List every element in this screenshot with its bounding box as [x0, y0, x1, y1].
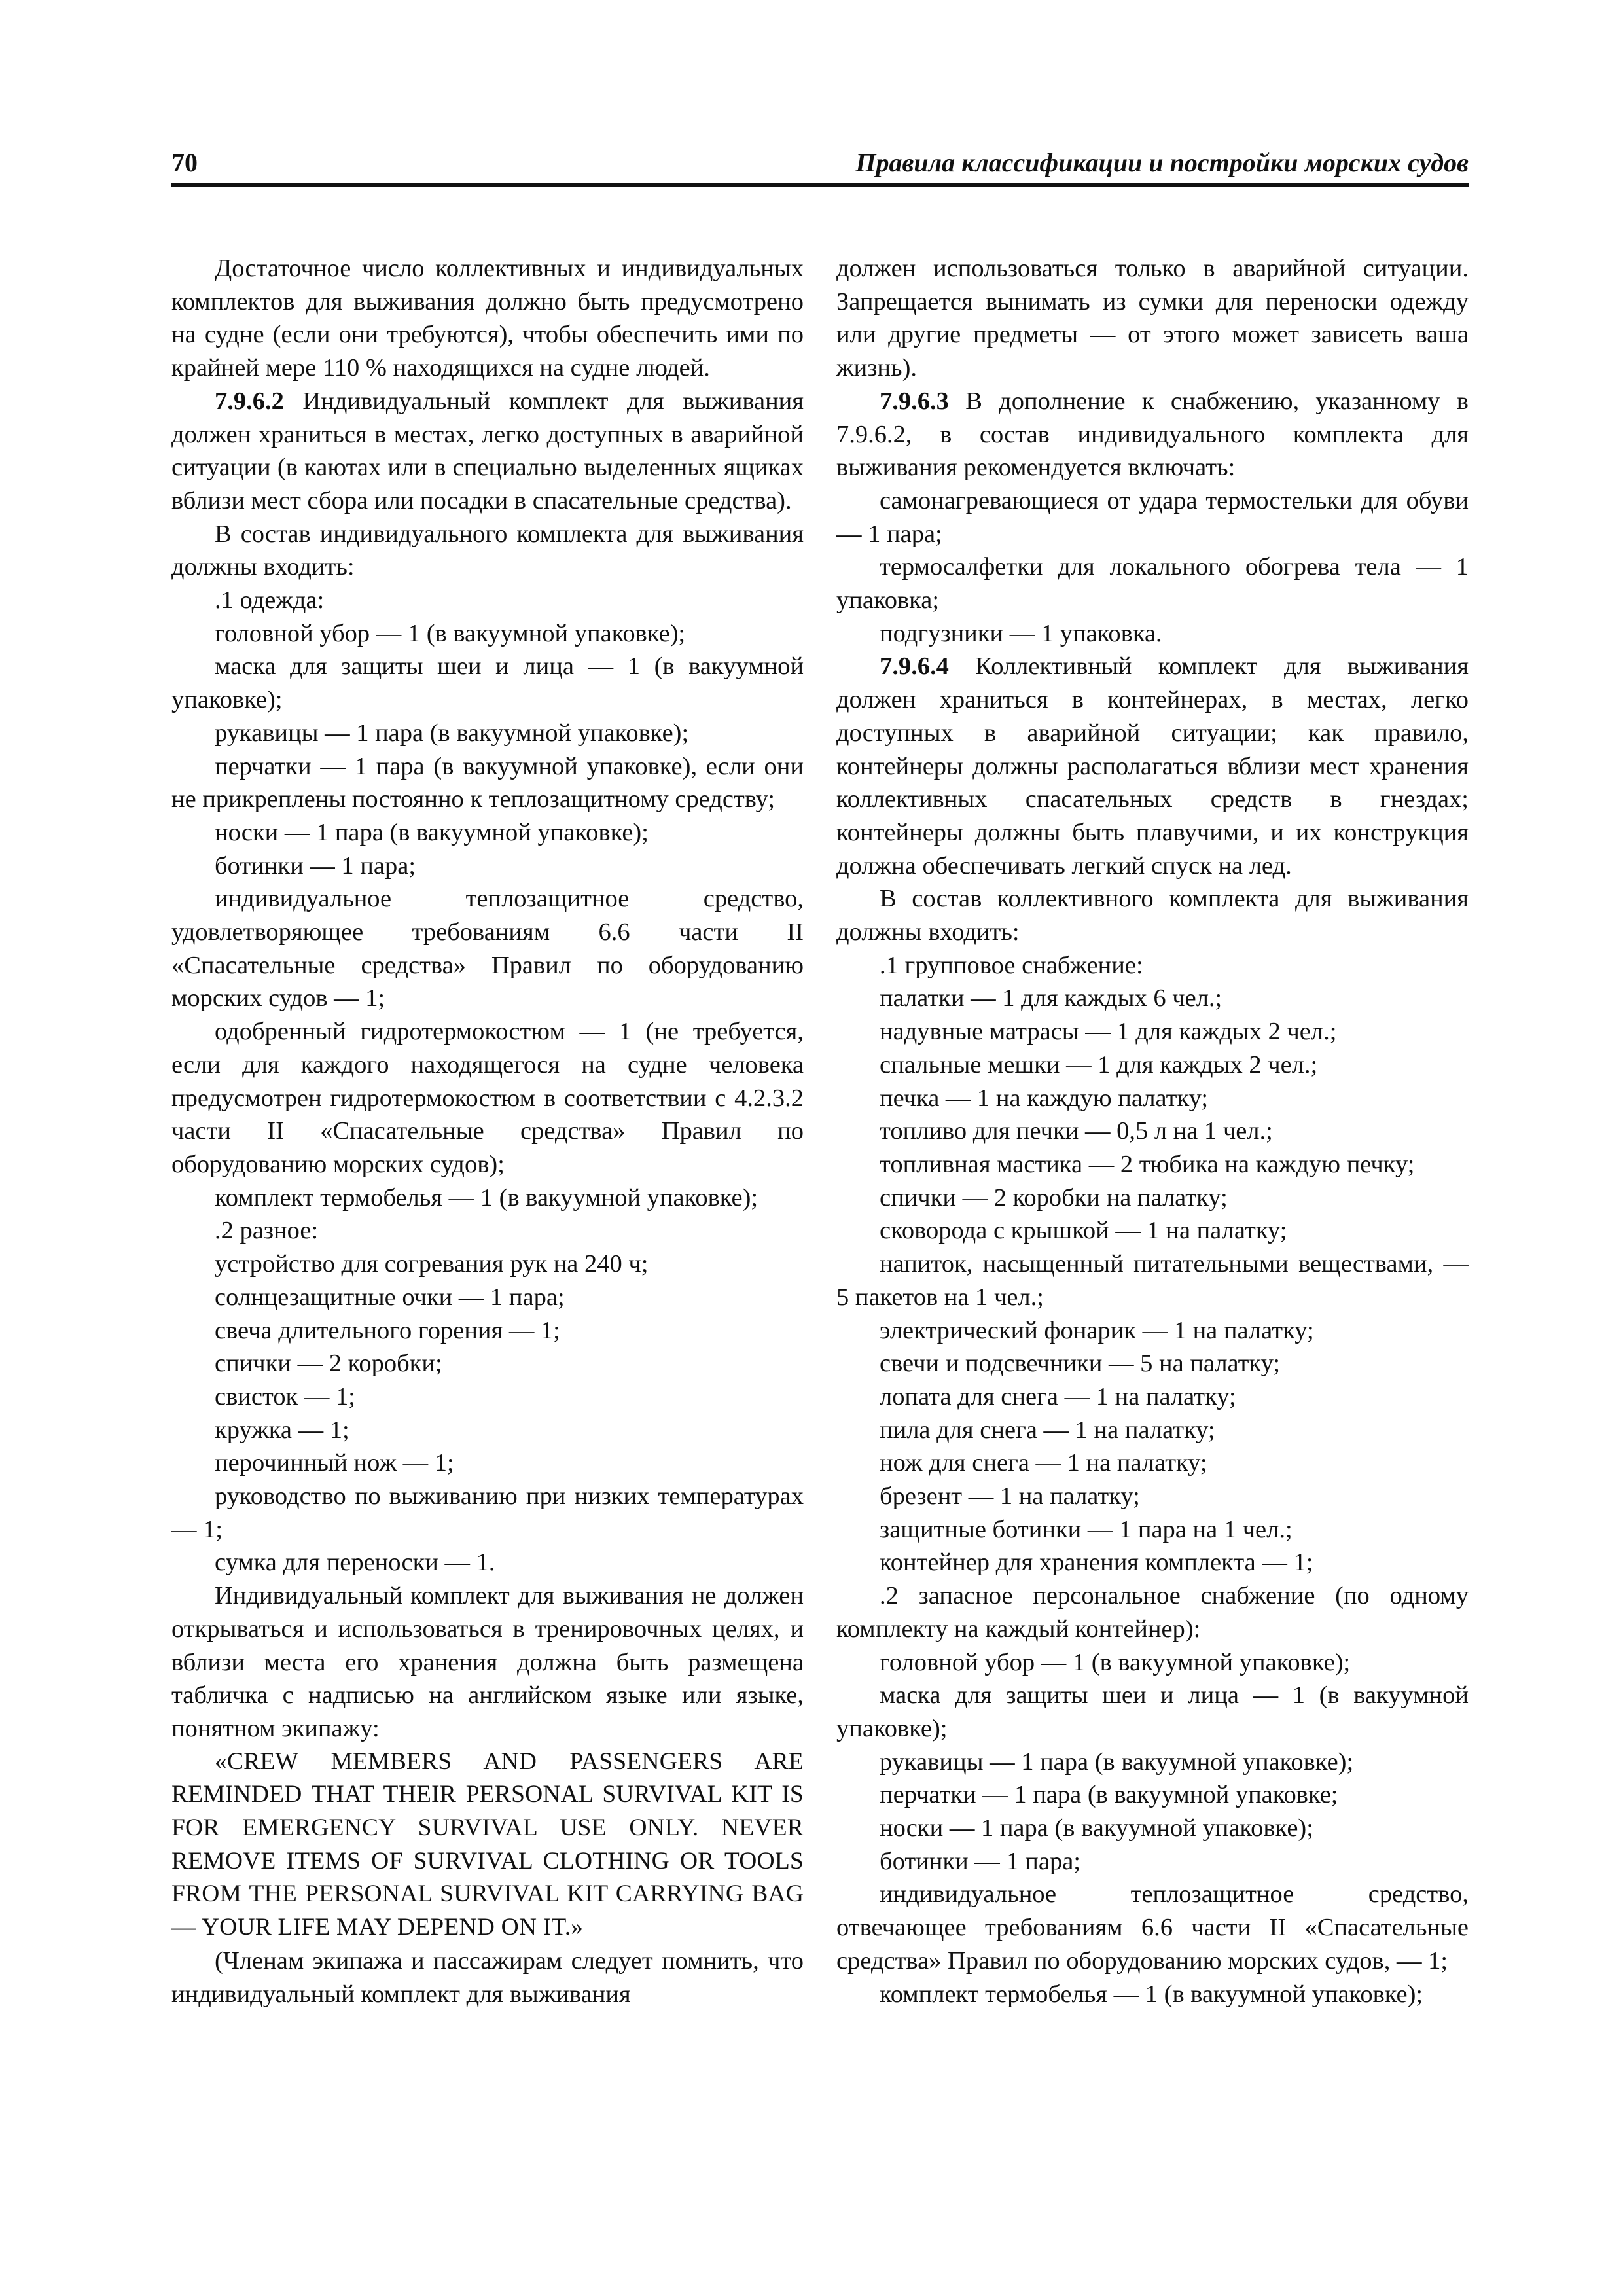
list-item: устройство для согревания рук на 240 ч;: [215, 1250, 649, 1278]
list-item: электрический фонарик — 1 на палатку;: [880, 1316, 1314, 1344]
list-item: носки — 1 пара (в вакуумной упаковке);: [215, 818, 649, 846]
list-item: спички — 2 коробки;: [215, 1350, 442, 1378]
list-item: кружка — 1;: [215, 1416, 349, 1444]
list-item: самонагревающиеся от удара термостельки для обуви — 1 пара;: [836, 486, 1469, 548]
header-rule: [171, 183, 1469, 187]
paragraph-7-9-6-3: 7.9.6.3 В дополнение к снабжению, указанному в 7.9.6.2, в состав индивидуального комплекта для выживания рекомендуется включать:: [836, 387, 1469, 482]
list-item: свисток — 1;: [215, 1382, 355, 1410]
list-item: одобренный гидротермокостюм — 1 (не требуется, если для каждого находящегося на судне человека предусмотрен гидротермокостюм в соответствии с 4.2.3.2 части II «Спасательные средства» Правил по оборудованию морских судов);: [171, 1018, 804, 1178]
clause-number: 7.9.6.3: [880, 387, 949, 415]
list-item: топливо для печки — 0,5 л на 1 чел.;: [880, 1117, 1273, 1145]
list-item: индивидуальное теплозащитное средство, удовлетворяющее требованиям 6.6 части II «Спасательные средства» Правил по оборудованию морских судов — 1;: [171, 885, 804, 1013]
list-item: маска для защиты шеи и лица — 1 (в вакуумной упаковке);: [836, 1681, 1469, 1742]
list-heading: .1 групповое снабжение:: [880, 951, 1143, 979]
list-item: спальные мешки — 1 для каждых 2 чел.;: [880, 1050, 1318, 1079]
right-column: [836, 252, 1469, 2011]
page-number: 70: [171, 148, 198, 177]
list-item: свечи и подсвечники — 5 на палатку;: [880, 1350, 1281, 1378]
running-title: Правила классификации и постройки морских судов: [855, 148, 1469, 177]
list-item: лопата для снега — 1 на палатку;: [880, 1382, 1236, 1410]
paragraph: Индивидуальный комплект для выживания не должен открываться и использоваться в тренировочных целях, и вблизи места его хранения должна быть размещена табличка с надписью на английском языке или языке, понятном экипажу:: [171, 1582, 804, 1742]
list-item: головной убор — 1 (в вакуумной упаковке);: [215, 619, 686, 647]
list-item: перчатки — 1 пара (в вакуумной упаковке), если они не прикреплены постоянно к теплозащитному средству;: [171, 752, 804, 814]
paragraph: В состав индивидуального комплекта для выживания должны входить:: [171, 520, 804, 581]
list-item: сковорода с крышкой — 1 на палатку;: [880, 1217, 1287, 1245]
list-item: палатки — 1 для каждых 6 чел.;: [880, 984, 1222, 1013]
list-item: пила для снега — 1 на палатку;: [880, 1416, 1215, 1444]
list-item: контейнер для хранения комплекта — 1;: [880, 1549, 1313, 1577]
list-item: солнцезащитные очки — 1 пара;: [215, 1283, 565, 1311]
paragraph-7-9-6-4: 7.9.6.4 Коллективный комплект для выживания должен храниться в контейнерах, в местах, легко доступных в аварийной ситуации; как правило, контейнеры должны располагаться вблизи мест хранения коллективных спасательных средств в гнездах; контейнеры должны быть плавучими, и их конструкция должна обеспечивать легкий спуск на лед.: [836, 653, 1469, 880]
english-notice: «CREW MEMBERS AND PASSENGERS ARE REMINDED THAT THEIR PERSONAL SURVIVAL KIT IS FOR EMERGENCY SURVIVAL USE ONLY. NEVER REMOVE ITEMS OF SURVIVAL CLOTHING OR TOOLS FROM THE PERSONAL SURVIVAL KIT CARRYING BAG — YOUR LIFE MAY DEPEND ON IT.»: [171, 1748, 804, 1941]
list-item: маска для защиты шеи и лица — 1 (в вакуумной упаковке);: [171, 653, 804, 714]
list-item: подгузники — 1 упаковка.: [880, 619, 1162, 647]
list-item: перчатки — 1 пара (в вакуумной упаковке;: [880, 1781, 1338, 1809]
list-heading: .2 запасное персональное снабжение (по одному комплекту на каждый контейнер):: [836, 1582, 1469, 1643]
list-item: ботинки — 1 пара;: [880, 1847, 1081, 1875]
list-item: надувные матрасы — 1 для каждых 2 чел.;: [880, 1018, 1337, 1046]
paragraph: (Членам экипажа и пассажирам следует помнить, что индивидуальный комплект для выживания: [171, 1946, 804, 2008]
paragraph: В состав коллективного комплекта для выживания должны входить:: [836, 885, 1469, 946]
list-item: топливная мастика — 2 тюбика на каждую печку;: [880, 1150, 1415, 1178]
list-item: комплект термобелья — 1 (в вакуумной упаковке);: [880, 1980, 1423, 2008]
list-item: нож для снега — 1 на палатку;: [880, 1449, 1207, 1477]
list-item: брезент — 1 на палатку;: [880, 1482, 1140, 1511]
clause-number: 7.9.6.2: [215, 387, 284, 415]
list-item: напиток, насыщенный питательными веществами, — 5 пакетов на 1 чел.;: [836, 1250, 1469, 1311]
list-item: перочинный нож — 1;: [215, 1449, 454, 1477]
left-column: [171, 252, 804, 2011]
paragraph-7-9-6-2: 7.9.6.2 Индивидуальный комплект для выживания должен храниться в местах, легко доступных в аварийной ситуации (в каютах или в специально выделенных ящиках вблизи мест сбора или посадки в спасательные средства).: [171, 387, 804, 514]
list-item: комплект термобелья — 1 (в вакуумной упаковке);: [215, 1183, 758, 1211]
list-item: защитные ботинки — 1 пара на 1 чел.;: [880, 1515, 1293, 1543]
list-heading: .1 одежда:: [215, 586, 325, 615]
list-item: спички — 2 коробки на палатку;: [880, 1183, 1228, 1211]
clause-number: 7.9.6.4: [880, 653, 949, 681]
list-item: свеча длительного горения — 1;: [215, 1316, 560, 1344]
list-item: рукавицы — 1 пара (в вакуумной упаковке);: [880, 1748, 1354, 1776]
paragraph: Достаточное число коллективных и индивидуальных комплектов для выживания должно быть предусмотрено на судне (если они требуются), чтобы обеспечить ими по крайней мере 110 % находящихся на судне людей.: [171, 255, 804, 382]
list-item: рукавицы — 1 пара (в вакуумной упаковке);: [215, 719, 689, 747]
list-heading: .2 разное:: [215, 1217, 319, 1245]
list-item: головной убор — 1 (в вакуумной упаковке);: [880, 1648, 1351, 1676]
paragraph: должен использоваться только в аварийной ситуации. Запрещается вынимать из сумки для переноски одежду или другие предметы — от этого может зависеть ваша жизнь).: [836, 255, 1469, 382]
list-item: термосалфетки для локального обогрева тела — 1 упаковка;: [836, 553, 1469, 615]
list-item: печка — 1 на каждую палатку;: [880, 1084, 1209, 1112]
list-item: индивидуальное теплозащитное средство, отвечающее требованиям 6.6 части II «Спасательные средства» Правил по оборудованию морских судов, — 1;: [836, 1880, 1469, 1975]
list-item: руководство по выживанию при низких температурах — 1;: [171, 1482, 804, 1543]
list-item: ботинки — 1 пара;: [215, 852, 416, 880]
list-item: сумка для переноски — 1.: [215, 1549, 495, 1577]
list-item: носки — 1 пара (в вакуумной упаковке);: [880, 1814, 1313, 1842]
